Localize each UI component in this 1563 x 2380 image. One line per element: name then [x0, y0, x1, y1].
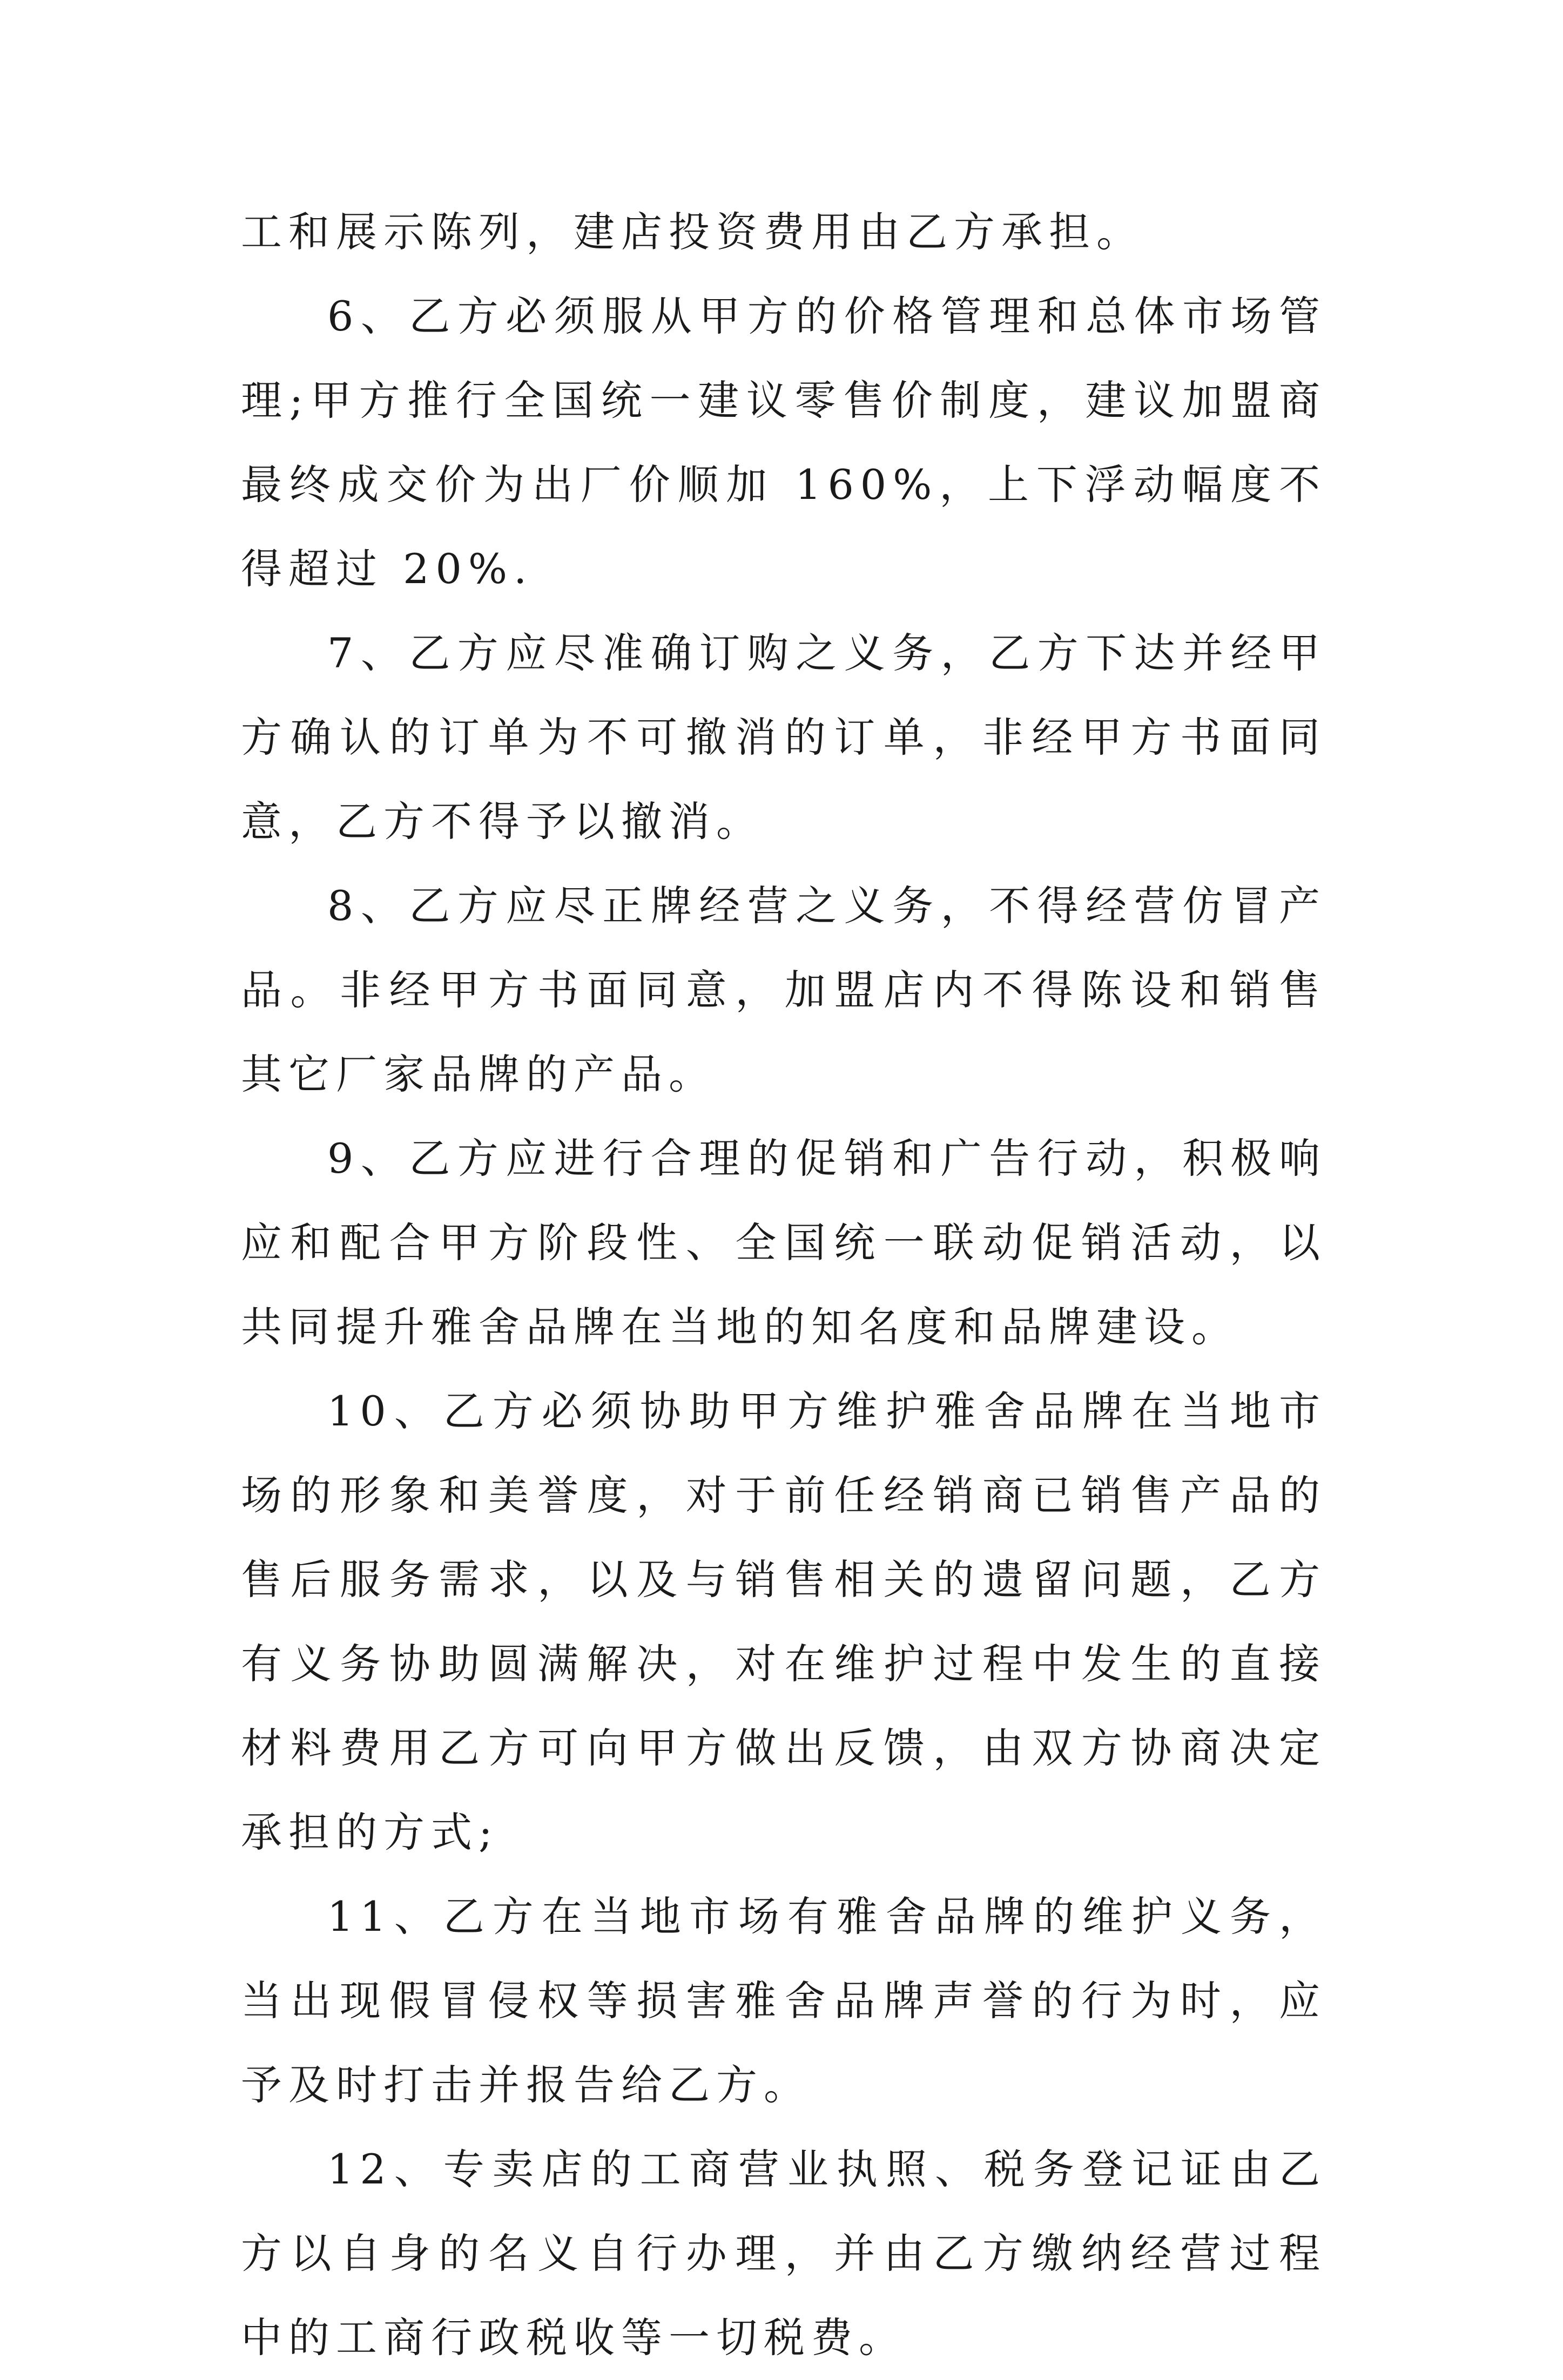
clause-8: 8、乙方应尽正牌经营之义务，不得经营仿冒产品。非经甲方书面同意，加盟店内不得陈设和销售其它厂家品牌的产品。 — [241, 882, 1326, 1098]
document-body — [241, 190, 1326, 2380]
clause-10: 10、乙方必须协助甲方维护雅舍品牌在当地市场的形象和美誉度，对于前任经销商已销售产品的售后服务需求，以及与销售相关的遗留问题，乙方有义务协助圆满解决，对在维护过程中发生的直接材料费用乙方可向甲方做出反馈，由双方协商决定承担的方式; — [241, 1387, 1326, 1856]
clause-7: 7、乙方应尽准确订购之义务，乙方下达并经甲方确认的订单为不可撤消的订单，非经甲方书面同意，乙方不得予以撤消。 — [241, 629, 1326, 846]
clause-6: 6、乙方必须服从甲方的价格管理和总体市场管理;甲方推行全国统一建议零售价制度，建议加盟商最终成交价为出厂价顺加 160%，上下浮动幅度不得超过 20%. — [241, 292, 1326, 593]
clause-11: 11、乙方在当地市场有雅舍品牌的维护义务，当出现假冒侵权等损害雅舍品牌声誉的行为时，应予及时打击并报告给乙方。 — [241, 1892, 1326, 2109]
clause-9: 9、乙方应进行合理的促销和广告行动，积极响应和配合甲方阶段性、全国统一联动促销活动，以共同提升雅舍品牌在当地的知名度和品牌建设。 — [241, 1134, 1326, 1351]
paragraph-continuation: 工和展示陈列，建店投资费用由乙方承担。 — [241, 208, 1144, 256]
clause-12: 12、专卖店的工商营业执照、税务登记证由乙方以自身的名义自行办理，并由乙方缴纳经营过程中的工商行政税收等一切税费。 — [241, 2145, 1326, 2362]
